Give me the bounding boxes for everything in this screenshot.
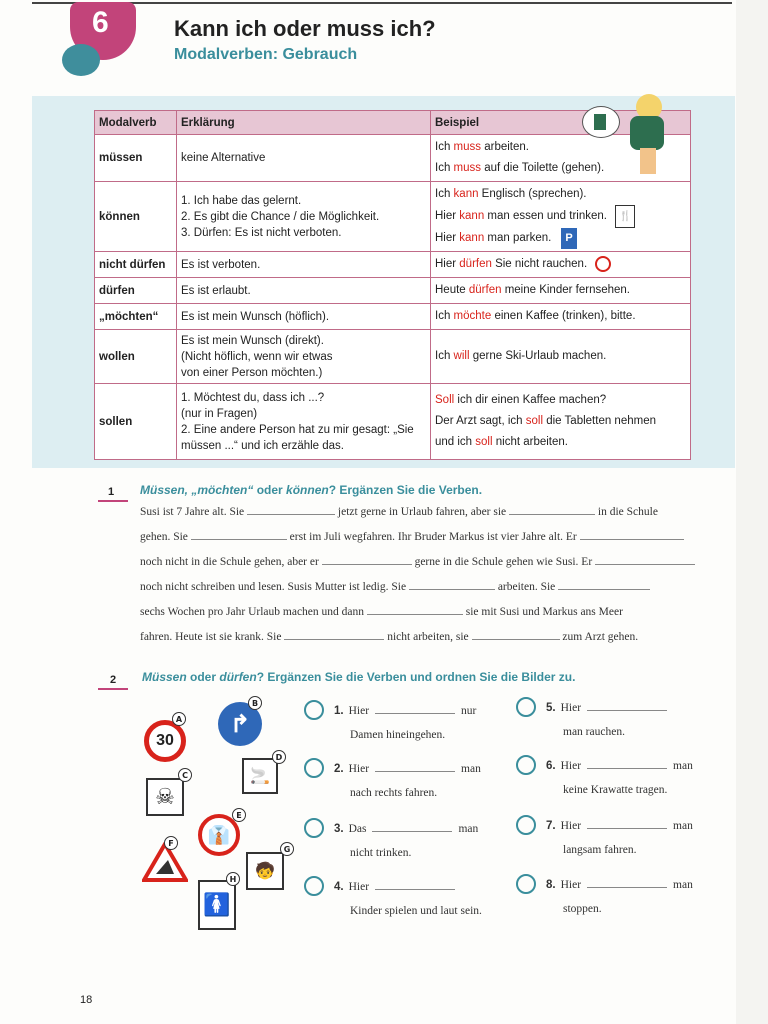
erklaerung-line: 2. Eine andere Person hat zu mir gesagt: „Sie bbox=[181, 423, 414, 436]
modal-verb-highlight: kann bbox=[459, 210, 485, 222]
erklaerung-cell bbox=[177, 182, 431, 252]
item-line-1 bbox=[546, 699, 696, 714]
no-tie-sign-icon: 👔 bbox=[198, 814, 240, 856]
beispiel-line bbox=[435, 184, 686, 205]
example-text: Hier bbox=[435, 232, 460, 244]
speed-limit-30-sign-icon bbox=[144, 720, 186, 762]
answer-letter-circle[interactable] bbox=[516, 755, 536, 775]
beispiel-line bbox=[435, 346, 686, 367]
item-suffix: nur bbox=[461, 705, 477, 717]
exercise-1-text-segment: noch nicht schreiben und lesen. Susis Mutter ist ledig. Sie bbox=[140, 581, 409, 593]
erklaerung-line: Es ist erlaubt. bbox=[181, 284, 251, 297]
chapter-number: 6 bbox=[92, 6, 109, 39]
item-line-1 bbox=[546, 757, 696, 772]
erklaerung-line: (Nicht höflich, wenn wir etwas bbox=[181, 350, 333, 363]
label-d: D bbox=[272, 750, 286, 764]
answer-letter-circle[interactable] bbox=[304, 876, 324, 896]
chapter-badge-accent bbox=[62, 44, 100, 76]
erklaerung-cell bbox=[177, 278, 431, 304]
exercise-1-instruction bbox=[140, 483, 482, 497]
example-text: ich dir einen Kaffee machen? bbox=[454, 394, 607, 406]
warning-triangle-icon bbox=[142, 842, 188, 882]
item-line-1 bbox=[546, 876, 696, 891]
exercise-1-text-segment: arbeiten. Sie bbox=[494, 581, 559, 593]
beispiel-cell bbox=[431, 252, 691, 278]
turn-right-sign-icon: ↱ bbox=[218, 702, 262, 746]
example-text: man parken. bbox=[484, 232, 552, 244]
answer-blank[interactable] bbox=[580, 528, 684, 540]
item-prefix: Das bbox=[348, 823, 367, 835]
item-line-2: Damen hineingehen. bbox=[350, 729, 446, 741]
modalverb-cell: müssen bbox=[95, 135, 177, 182]
item-suffix: man bbox=[673, 760, 693, 772]
exercise-1-line bbox=[140, 625, 700, 650]
beispiel-line bbox=[435, 390, 686, 411]
no-smoking-icon bbox=[595, 256, 611, 272]
example-text: auf die Toilette (gehen). bbox=[481, 162, 605, 174]
erklaerung-line: 1. Ich habe das gelernt. bbox=[181, 194, 302, 207]
item-line-1 bbox=[334, 820, 484, 835]
ex2-instr-b: oder bbox=[186, 670, 220, 684]
ex1-instr-a: Müssen, „möchten“ bbox=[140, 483, 254, 497]
item-line-1 bbox=[334, 702, 484, 717]
item-number: 8. bbox=[546, 879, 556, 891]
label-e: E bbox=[232, 808, 246, 822]
beispiel-cell bbox=[431, 304, 691, 330]
exercise-1-text bbox=[140, 500, 700, 650]
answer-blank[interactable] bbox=[375, 702, 455, 714]
example-text: Hier bbox=[435, 258, 460, 270]
header-beispiel: Beispiel bbox=[431, 111, 691, 135]
item-prefix: Hier bbox=[560, 702, 582, 714]
erklaerung-line: 3. Dürfen: Es ist nicht verboten. bbox=[181, 226, 342, 239]
modal-verb-highlight: will bbox=[453, 350, 470, 362]
answer-blank[interactable] bbox=[587, 699, 667, 711]
item-suffix: man bbox=[458, 823, 479, 835]
item-line-2: Kinder spielen und laut sein. bbox=[350, 905, 482, 917]
label-g: G bbox=[280, 842, 294, 856]
answer-blank[interactable] bbox=[409, 578, 495, 590]
ex2-instr-c: dürfen bbox=[219, 670, 257, 684]
modal-verb-highlight: soll bbox=[525, 415, 544, 427]
answer-blank[interactable] bbox=[587, 876, 667, 888]
example-text: nicht arbeiten. bbox=[492, 436, 568, 448]
exercise-1-text-segment: gerne in die Schule gehen wie Susi. Er bbox=[411, 556, 596, 568]
exercise-2-instruction bbox=[142, 670, 575, 684]
answer-blank[interactable] bbox=[587, 757, 667, 769]
exercise-1-text-segment: erst im Juli wegfahren. Ihr Bruder Markus ist vier Jahre alt. Er bbox=[286, 531, 580, 543]
item-number: 1. bbox=[334, 705, 344, 717]
beispiel-line bbox=[435, 411, 686, 432]
modal-verb-highlight: Soll bbox=[435, 394, 455, 406]
answer-blank[interactable] bbox=[284, 628, 384, 640]
erklaerung-line: Es ist mein Wunsch (direkt). bbox=[181, 334, 324, 347]
table-row bbox=[95, 278, 691, 304]
answer-blank[interactable] bbox=[472, 628, 560, 640]
ladies-toilet-sign-icon: 🚺 bbox=[198, 880, 236, 930]
exercise-2-item bbox=[546, 699, 696, 738]
ex1-instr-c: können bbox=[286, 483, 329, 497]
page-subtitle: Modalverben: Gebrauch bbox=[174, 46, 358, 63]
cutlery-icon: 🍴 bbox=[615, 205, 635, 228]
item-number: 2. bbox=[334, 763, 344, 775]
example-text: Ich bbox=[435, 162, 454, 174]
example-text: gerne Ski-Urlaub machen. bbox=[469, 350, 607, 362]
answer-letter-circle[interactable] bbox=[304, 758, 324, 778]
item-prefix: Hier bbox=[560, 820, 582, 832]
exercise-1-text-segment: Susi ist 7 Jahre alt. Sie bbox=[140, 506, 248, 518]
example-text: man essen und trinken. bbox=[484, 210, 607, 222]
modal-verb-highlight: muss bbox=[453, 141, 482, 153]
exercise-2-item bbox=[546, 817, 696, 856]
exercise-1-text-segment: noch nicht in die Schule gehen, aber er bbox=[140, 556, 322, 568]
example-text: Sie nicht rauchen. bbox=[491, 258, 588, 270]
page-number: 18 bbox=[80, 994, 93, 1006]
parking-icon: P bbox=[561, 228, 576, 249]
exercise-1-text-segment: in die Schule bbox=[595, 506, 658, 518]
answer-blank[interactable] bbox=[587, 817, 667, 829]
item-line-2: stoppen. bbox=[563, 903, 602, 915]
exercise-2-item bbox=[334, 760, 484, 799]
example-text: Englisch (sprechen). bbox=[478, 188, 587, 200]
speed-limit-value: 30 bbox=[156, 732, 174, 749]
exercise-1-line bbox=[140, 600, 700, 625]
table-row bbox=[95, 330, 691, 384]
answer-letter-circle[interactable] bbox=[304, 700, 324, 720]
item-line-1 bbox=[546, 817, 696, 832]
item-line-2: nicht trinken. bbox=[350, 847, 412, 859]
modal-verb-highlight: möchte bbox=[453, 310, 492, 322]
item-line-1 bbox=[334, 760, 484, 775]
item-line-2: man rauchen. bbox=[563, 726, 625, 738]
beispiel-line bbox=[435, 228, 686, 249]
answer-letter-circle[interactable] bbox=[516, 874, 536, 894]
girl-legs bbox=[640, 148, 656, 174]
girl-illustration bbox=[580, 90, 690, 176]
table-row bbox=[95, 252, 691, 278]
example-text: und ich bbox=[435, 436, 476, 448]
modalverb-cell: dürfen bbox=[95, 278, 177, 304]
answer-blank[interactable] bbox=[375, 760, 455, 772]
item-line-1 bbox=[334, 878, 484, 893]
exercise-1-text-segment: zum Arzt gehen. bbox=[559, 631, 639, 643]
item-prefix: Hier bbox=[560, 760, 582, 772]
answer-blank[interactable] bbox=[247, 503, 335, 515]
header-erklaerung: Erklärung bbox=[177, 111, 431, 135]
erklaerung-line: Es ist mein Wunsch (höflich). bbox=[181, 310, 330, 323]
modal-verb-highlight: dürfen bbox=[468, 284, 502, 296]
exercise-2-item bbox=[334, 820, 484, 859]
item-number: 7. bbox=[546, 820, 556, 832]
erklaerung-line: (nur in Fragen) bbox=[181, 407, 258, 420]
example-text: einen Kaffee (trinken), bitte. bbox=[491, 310, 636, 322]
erklaerung-cell bbox=[177, 304, 431, 330]
answer-blank[interactable] bbox=[595, 553, 695, 565]
answer-blank[interactable] bbox=[372, 820, 452, 832]
erklaerung-line: keine Alternative bbox=[181, 152, 266, 164]
modalverb-cell: sollen bbox=[95, 384, 177, 460]
modal-verb-highlight: soll bbox=[475, 436, 493, 448]
erklaerung-cell bbox=[177, 135, 431, 182]
exercise-1-text-segment: jetzt gerne in Urlaub fahren, aber sie bbox=[335, 506, 510, 518]
exercise-1-underline bbox=[98, 500, 128, 502]
erklaerung-line: Es ist verboten. bbox=[181, 258, 261, 271]
table-row bbox=[95, 304, 691, 330]
example-text: Ich bbox=[435, 310, 454, 322]
erklaerung-line: 1. Möchtest du, dass ich ...? bbox=[181, 391, 325, 404]
beispiel-cell bbox=[431, 182, 691, 252]
exercise-2-item bbox=[334, 878, 484, 917]
item-number: 6. bbox=[546, 760, 556, 772]
erklaerung-cell bbox=[177, 252, 431, 278]
answer-blank[interactable] bbox=[191, 528, 287, 540]
modalverb-cell: „möchten“ bbox=[95, 304, 177, 330]
children-playing-sign-icon: 🧒 bbox=[246, 852, 284, 890]
example-text: Der Arzt sagt, ich bbox=[435, 415, 526, 427]
item-number: 3. bbox=[334, 823, 344, 835]
item-suffix: man bbox=[673, 879, 693, 891]
erklaerung-cell bbox=[177, 384, 431, 460]
item-suffix: man bbox=[461, 763, 481, 775]
item-prefix: Hier bbox=[560, 879, 582, 891]
exercise-1-line bbox=[140, 575, 700, 600]
item-prefix: Hier bbox=[348, 881, 370, 893]
example-text: Ich bbox=[435, 350, 454, 362]
smoking-allowed-sign-icon: 🚬 bbox=[242, 758, 278, 794]
answer-blank[interactable] bbox=[509, 503, 595, 515]
beispiel-cell bbox=[431, 384, 691, 460]
modal-verb-highlight: dürfen bbox=[459, 258, 492, 270]
header-modalverb: Modalverb bbox=[95, 111, 177, 135]
exercise-1-text-segment: fahren. Heute ist sie krank. Sie bbox=[140, 631, 285, 643]
answer-letter-circle[interactable] bbox=[516, 697, 536, 717]
modalverb-cell: können bbox=[95, 182, 177, 252]
beispiel-cell bbox=[431, 330, 691, 384]
exercise-1-text-segment: sie mit Susi und Markus ans Meer bbox=[462, 606, 623, 618]
exercise-1-text-segment: sechs Wochen pro Jahr Urlaub machen und dann bbox=[140, 606, 367, 618]
exercise-2-item bbox=[546, 876, 696, 915]
ex1-instr-b: oder bbox=[253, 483, 287, 497]
modalverb-cell: wollen bbox=[95, 330, 177, 384]
table-row bbox=[95, 384, 691, 460]
page-edge bbox=[736, 0, 768, 1024]
exercise-1-line bbox=[140, 500, 700, 525]
beispiel-line bbox=[435, 432, 686, 453]
beispiel-line bbox=[435, 254, 686, 275]
item-suffix: man bbox=[673, 820, 693, 832]
modal-verb-highlight: kann bbox=[453, 188, 479, 200]
toilet-sign-icon bbox=[594, 114, 606, 130]
answer-blank[interactable] bbox=[322, 553, 412, 565]
beispiel-line bbox=[435, 205, 686, 228]
answer-blank[interactable] bbox=[367, 603, 463, 615]
modal-verb-highlight: kann bbox=[459, 232, 485, 244]
item-line-2: nach rechts fahren. bbox=[350, 787, 438, 799]
example-text: Ich bbox=[435, 141, 454, 153]
answer-letter-circle[interactable] bbox=[516, 815, 536, 835]
item-prefix: Hier bbox=[348, 763, 370, 775]
answer-blank[interactable] bbox=[558, 578, 650, 590]
exercise-1-number: 1 bbox=[108, 486, 115, 498]
answer-letter-circle[interactable] bbox=[304, 818, 324, 838]
example-text: die Tabletten nehmen bbox=[543, 415, 656, 427]
exercise-1-line bbox=[140, 525, 700, 550]
item-line-2: langsam fahren. bbox=[563, 844, 637, 856]
item-number: 4. bbox=[334, 881, 344, 893]
ex1-instr-d: ? Ergänzen Sie die Verben. bbox=[328, 483, 483, 497]
girl-body bbox=[630, 116, 664, 150]
poison-skull-sign-icon: ☠ bbox=[146, 778, 184, 816]
example-text: meine Kinder fernsehen. bbox=[501, 284, 630, 296]
label-a: A bbox=[172, 712, 186, 726]
beispiel-line bbox=[435, 280, 686, 301]
label-f: F bbox=[164, 836, 178, 850]
erklaerung-cell bbox=[177, 330, 431, 384]
beispiel-cell bbox=[431, 278, 691, 304]
erklaerung-line: von einer Person möchten.) bbox=[181, 366, 323, 379]
item-number: 5. bbox=[546, 702, 556, 714]
example-text: arbeiten. bbox=[481, 141, 529, 153]
erklaerung-line: müssen ...“ und ich erzähle das. bbox=[181, 439, 344, 452]
exercise-2-item bbox=[334, 702, 484, 741]
exercise-2-item bbox=[546, 757, 696, 796]
exercise-2-underline bbox=[98, 688, 128, 690]
erklaerung-line: 2. Es gibt die Chance / die Möglichkeit. bbox=[181, 210, 380, 223]
exercise-1-text-segment: gehen. Sie bbox=[140, 531, 191, 543]
exercise-1-text-segment: nicht arbeiten, sie bbox=[384, 631, 472, 643]
item-line-2: keine Krawatte tragen. bbox=[563, 784, 668, 796]
top-rule bbox=[32, 2, 732, 4]
modalverb-cell: nicht dürfen bbox=[95, 252, 177, 278]
page-title: Kann ich oder muss ich? bbox=[174, 16, 436, 41]
example-text: Heute bbox=[435, 284, 469, 296]
ex2-instr-a: Müssen bbox=[142, 670, 187, 684]
exercise-2-number: 2 bbox=[110, 674, 117, 686]
label-h: H bbox=[226, 872, 240, 886]
modal-verb-highlight: muss bbox=[453, 162, 482, 174]
falling-rocks-warning-sign-icon bbox=[142, 842, 188, 882]
beispiel-line bbox=[435, 306, 686, 327]
item-prefix: Hier bbox=[348, 705, 370, 717]
exercise-1-line bbox=[140, 550, 700, 575]
table-row bbox=[95, 182, 691, 252]
answer-blank[interactable] bbox=[375, 878, 455, 890]
label-c: C bbox=[178, 768, 192, 782]
label-b: B bbox=[248, 696, 262, 710]
example-text: Ich bbox=[435, 188, 454, 200]
ex2-instr-d: ? Ergänzen Sie die Verben und ordnen Sie die Bilder zu. bbox=[256, 670, 576, 684]
example-text: Hier bbox=[435, 210, 460, 222]
